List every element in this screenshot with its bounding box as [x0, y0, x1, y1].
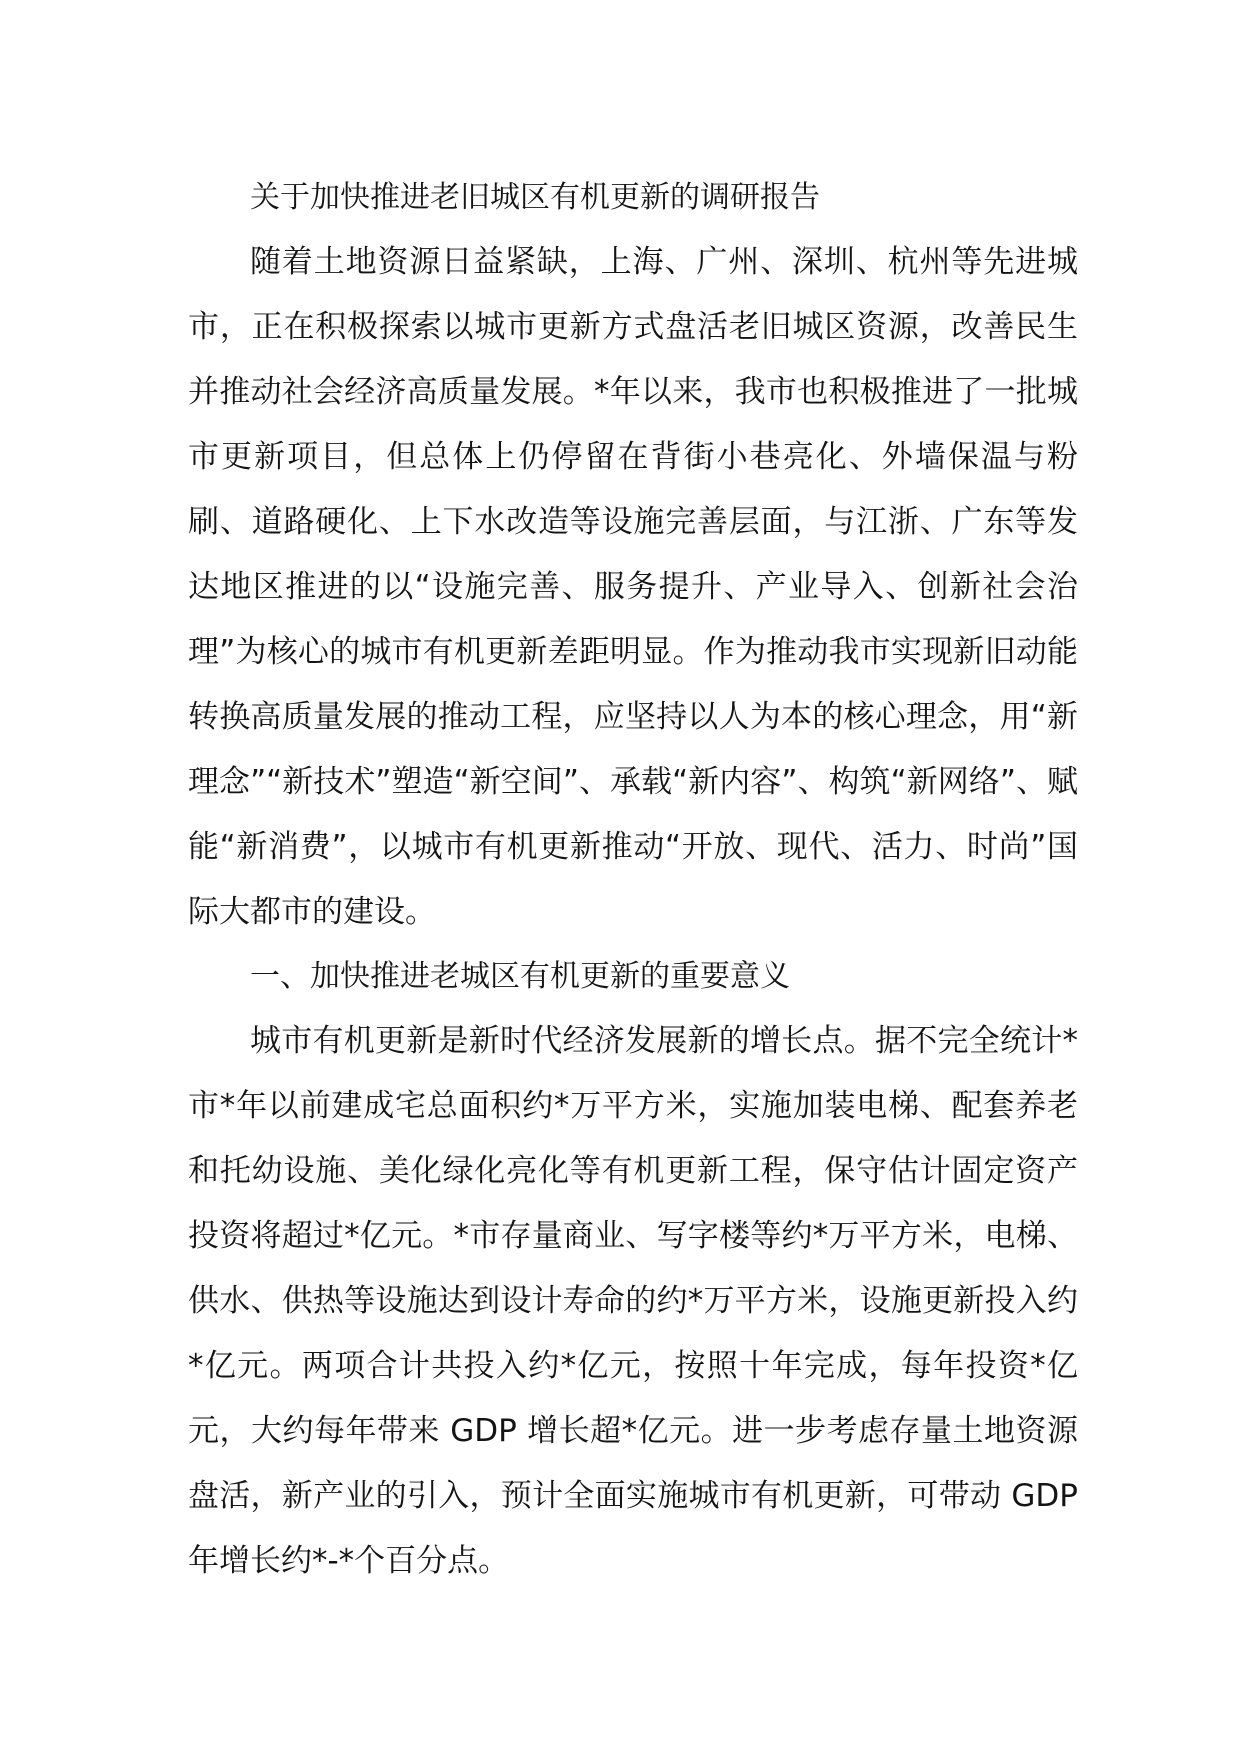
report-title: 关于加快推进老旧城区有机更新的调研报告 — [250, 180, 820, 215]
section-1-paragraph: 城市有机更新是新时代经济发展新的增长点。据不完全统计*市*年以前建成宅总面积约*万平方米，实施加装电梯、配套养老和托幼设施、美化绿化亮化等有机更新工程，保守估计固定资产投资将超过*亿元。*市存量商业、写字楼等约*万平方米，电梯、供水、供热等设施达到设计寿命的约*万平方米，设施更新投入约*亿元。两项合计共投入约*亿元，按照十年完成，每年投资*亿元，大约每年带来 GDP 增长超*亿元。进一步考虑存量土地资源盘活，新产业的引入，预计全面实施城市有机更新，可带动 GDP 年增长约*-*个百分点。 — [188, 1023, 1078, 1579]
intro-paragraph: 随着土地资源日益紧缺，上海、广州、深圳、杭州等先进城市，正在积极探索以城市更新方式盘活老旧城区资源，改善民生并推动社会经济高质量发展。*年以来，我市也积极推进了一批城市更新项目，但总体上仍停留在背街小巷亮化、外墙保温与粉刷、道路硬化、上下水改造等设施完善层面，与江浙、广东等发达地区推进的以“设施完善、服务提升、产业导入、创新社会治理”为核心的城市有机更新差距明显。作为推动我市实现新旧动能转换高质量发展的推动工程，应坚持以人为本的核心理念，用“新理念”“新技术”塑造“新空间”、承载“新内容”、构筑“新网络”、赋能“新消费”，以城市有机更新推动“开放、现代、活力、时尚”国际大都市的建设。 — [188, 244, 1078, 930]
document-body — [188, 166, 1078, 1594]
section-1-heading: 一、加快推进老城区有机更新的重要意义 — [250, 959, 790, 994]
